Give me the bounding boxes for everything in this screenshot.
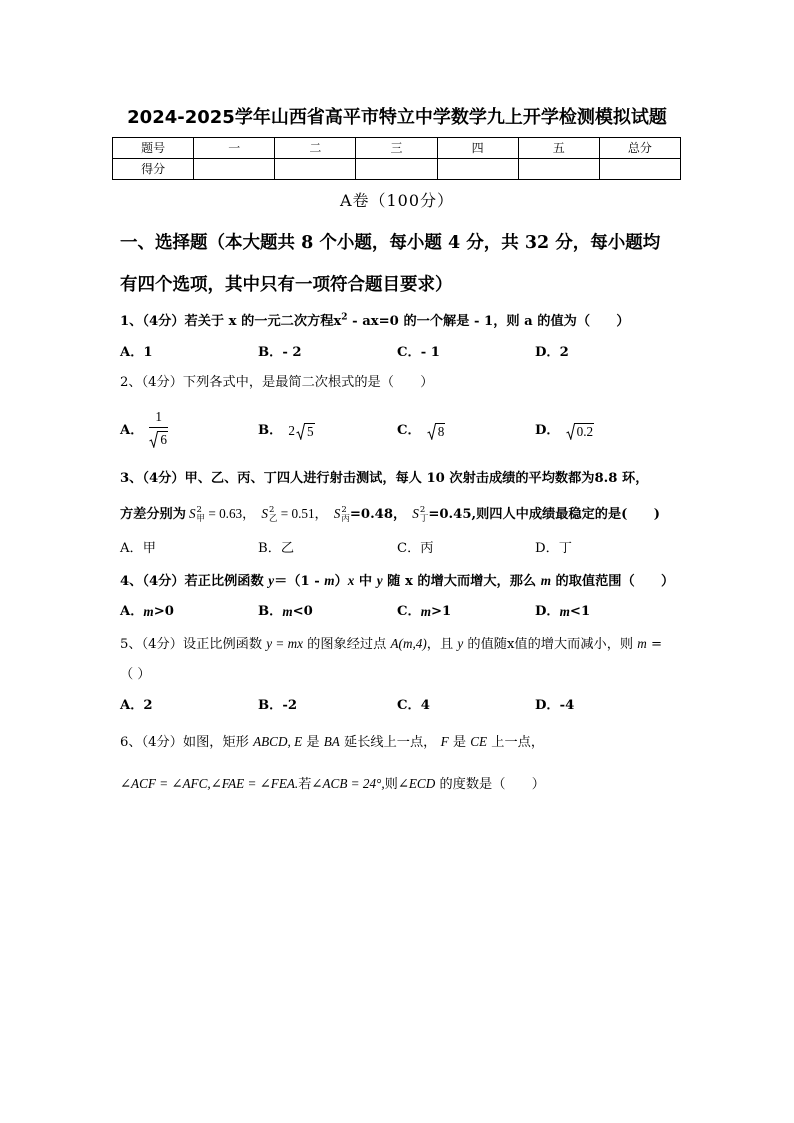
question-1-stem-text: 1、（4分）若关于 x 的一元二次方程: [120, 314, 334, 329]
option-label: C．: [397, 604, 421, 619]
question-6-text: 是: [302, 735, 324, 750]
question-5-stem: [120, 635, 662, 654]
score-table-score-row: [113, 159, 681, 180]
score-table: [112, 137, 681, 180]
question-4-options: [0, 603, 794, 621]
option-label: B．: [258, 345, 283, 360]
option-variable: m: [282, 604, 293, 619]
score-header-cell: 题号: [113, 138, 194, 159]
question-1-options: [0, 344, 794, 362]
math-variable: m: [324, 573, 335, 588]
math-variable: x: [347, 573, 355, 588]
option-text: 丁: [558, 541, 572, 556]
score-header-cell: 四: [437, 138, 518, 159]
question-3-text: 则四人中成绩最稳定的是( ): [476, 507, 661, 522]
option-label: D．: [535, 345, 560, 360]
option-a: [120, 344, 153, 362]
question-3-stem-line-2: [120, 503, 660, 526]
score-header-cell: 二: [275, 138, 356, 159]
option-c: [397, 540, 433, 558]
variance-indices: [341, 506, 350, 524]
radical-sign-icon: [566, 423, 575, 440]
square-root: [427, 423, 446, 440]
question-4-text: 中: [354, 574, 377, 589]
option-d: [535, 408, 594, 454]
question-5-text: ，且: [426, 637, 458, 652]
radicand: 5: [306, 423, 314, 439]
variance-symbol: S: [188, 506, 196, 521]
square-root: [566, 423, 594, 440]
option-label: B．: [258, 604, 283, 619]
math-expression: BA: [323, 734, 340, 749]
document-title: 2024-2025学年山西省高平市特立中学数学九上开学检测模拟试题: [127, 107, 667, 128]
variance-superscript: 2: [268, 504, 275, 515]
option-text: 2: [143, 698, 153, 713]
question-5-text: =: [646, 637, 663, 652]
question-6-stem-line-2: [120, 775, 545, 794]
math-expression: CE: [470, 734, 488, 749]
square-root: [149, 431, 168, 448]
option-text: 1: [143, 345, 153, 360]
option-c: [397, 697, 430, 715]
variance-subscript: 丁: [419, 513, 429, 524]
question-6-text: 则: [384, 777, 398, 792]
radical-sign-icon: [149, 431, 158, 448]
score-row-label: 得分: [113, 159, 194, 180]
option-c: [397, 344, 440, 362]
option-variable: m: [559, 604, 570, 619]
variance-superscript: 2: [419, 504, 426, 515]
variance-value: =0.45,: [428, 507, 477, 522]
variance-symbol: S: [261, 506, 268, 521]
question-4-text: 的取值范围（ ）: [550, 574, 675, 589]
option-label: D．: [535, 698, 560, 713]
option-label: D．: [535, 541, 559, 556]
option-label: A．: [120, 345, 144, 360]
option-label: B．: [258, 698, 283, 713]
option-a: [120, 603, 174, 621]
math-variable: m: [637, 636, 647, 651]
fraction-denominator: [149, 428, 168, 454]
question-6-text: 6、（4分）如图，矩形: [120, 735, 254, 750]
variance-term: [412, 504, 429, 524]
option-d: [535, 697, 574, 715]
radical-sign-icon: [427, 423, 436, 440]
question-5-options: [0, 697, 794, 715]
option-a: [120, 408, 168, 454]
option-text: <1: [569, 604, 591, 619]
variance-subscript: 丙: [341, 513, 350, 524]
option-text: <0: [292, 604, 313, 619]
option-label: B．: [258, 541, 281, 556]
variance-subscript: 甲: [196, 513, 206, 524]
question-6-text: 是: [448, 735, 471, 750]
score-table-header-row: [113, 138, 681, 159]
option-label: C．: [397, 698, 421, 713]
math-expression: ∠ACB = 24°,: [311, 776, 385, 791]
section-heading-line-1: 一、选择题（本大题共 8 个小题，每小题 4 分，共 32 分，每小题均: [120, 233, 661, 253]
score-blank-cell: [275, 159, 356, 180]
coefficient: 2: [288, 423, 295, 438]
math-variable: F: [440, 734, 449, 749]
question-4-text: ）: [334, 574, 348, 589]
score-header-cell: 总分: [599, 138, 680, 159]
option-text: - 2: [282, 345, 302, 360]
section-heading-line-2: 有四个选项，其中只有一项符合题目要求）: [120, 275, 453, 295]
option-variable: m: [420, 604, 431, 619]
option-b: [258, 408, 315, 454]
option-label: D．: [535, 604, 560, 619]
question-5-text: 5、（4分）设正比例函数: [120, 637, 267, 652]
option-text: 乙: [280, 541, 295, 556]
option-label: A．: [120, 541, 143, 556]
option-b: [258, 697, 297, 715]
question-1-stem: [120, 313, 630, 331]
math-expression: ∠ECD: [397, 776, 436, 791]
score-blank-cell: [356, 159, 437, 180]
volume-label: A卷（100分）: [339, 191, 455, 210]
question-4-text: 4、（4分）若正比例函数: [120, 574, 269, 589]
math-variable: y: [268, 573, 275, 588]
score-blank-cell: [518, 159, 599, 180]
equation-base: x: [333, 314, 342, 329]
option-label: C．: [397, 345, 421, 360]
variance-value: = 0.63，: [205, 506, 256, 521]
math-variable: m: [540, 573, 551, 588]
math-variable: y: [457, 636, 464, 651]
option-d: [535, 603, 590, 621]
question-2-stem: 2、（4分）下列各式中，是最简二次根式的是（ ）: [120, 375, 434, 390]
option-a: [120, 540, 156, 558]
question-5-text: 的值随x值的增大而减小，则: [463, 637, 638, 652]
variance-symbol: S: [412, 506, 419, 521]
variance-term: [188, 504, 206, 524]
variance-symbol: S: [333, 506, 341, 521]
option-text: 丙: [420, 541, 434, 556]
option-variable: m: [143, 604, 154, 619]
variance-term: [261, 504, 278, 524]
option-b: [258, 540, 294, 558]
option-text: >1: [430, 604, 452, 619]
score-header-cell: 一: [194, 138, 275, 159]
math-expression: A(m,4): [390, 636, 427, 651]
score-header-cell: 三: [356, 138, 437, 159]
option-d: [535, 540, 572, 558]
radicand: 0.2: [576, 423, 594, 439]
variance-indices: [197, 506, 206, 524]
math-expression: ∠ACF = ∠AFC,∠FAE = ∠FEA.: [120, 776, 299, 791]
option-text: >0: [153, 604, 174, 619]
square-root: [296, 423, 315, 440]
question-6-text: 若: [298, 777, 312, 792]
question-4-text: 随 x 的增大而增大，那么: [382, 574, 541, 589]
question-3-stem-line-1: 3、（4分）甲、乙、丙、丁四人进行射击测试，每人 10 次射击成绩的平均数都为8.8 环，: [120, 471, 649, 486]
option-text: - 1: [420, 345, 440, 360]
radical-sign-icon: [296, 423, 305, 440]
option-label: D．: [535, 423, 560, 438]
question-4-text: ＝（1 -: [274, 574, 325, 589]
fraction: [149, 408, 168, 454]
option-c: [397, 408, 445, 454]
score-blank-cell: [194, 159, 275, 180]
question-6-text: 延长线上一点，: [339, 735, 441, 750]
math-expression: ABCD, E: [253, 734, 303, 749]
variance-superscript: 2: [341, 504, 347, 515]
option-d: [535, 344, 569, 362]
math-variable: y: [376, 573, 383, 588]
question-5-text: 的图象经过点: [302, 637, 391, 652]
question-6-text: 上一点，: [487, 735, 545, 750]
option-c: [397, 603, 451, 621]
option-text: 甲: [142, 541, 156, 556]
option-text: 4: [420, 698, 430, 713]
question-5-answer-blank: （ ）: [120, 667, 151, 682]
option-b: [258, 344, 302, 362]
question-6-text: 的度数是（ ）: [435, 777, 545, 792]
question-3-text: 方差分别为: [120, 507, 186, 522]
score-blank-cell: [437, 159, 518, 180]
option-label: A．: [120, 423, 144, 438]
equation-exponent: 2: [341, 312, 348, 323]
score-header-cell: 五: [518, 138, 599, 159]
fraction-numerator: 1: [149, 408, 168, 428]
question-6-stem-line-1: [120, 733, 544, 752]
radicand: 8: [437, 423, 445, 439]
option-b: [258, 603, 313, 621]
score-blank-cell: [599, 159, 680, 180]
option-label: C．: [397, 541, 421, 556]
variance-subscript: 乙: [268, 513, 278, 524]
option-a: [120, 697, 153, 715]
variance-term: [333, 504, 350, 524]
variance-value: =0.48，: [349, 507, 407, 522]
option-text: -2: [282, 698, 297, 713]
option-label: B．: [258, 423, 283, 438]
math-expression: y = mx: [266, 636, 303, 651]
variance-superscript: 2: [196, 504, 202, 515]
question-4-stem: [120, 572, 674, 591]
option-label: C．: [397, 423, 421, 438]
option-text: 2: [559, 345, 569, 360]
option-label: A．: [120, 698, 144, 713]
option-label: A．: [120, 604, 144, 619]
question-2-options: [0, 408, 794, 454]
radicand: 6: [160, 432, 168, 447]
question-3-options: [0, 540, 794, 558]
variance-value: = 0.51，: [277, 506, 328, 521]
question-1-stem-text: - ax=0 的一个解是 - 1，则 a 的值为（ ）: [347, 314, 630, 329]
option-text: -4: [559, 698, 575, 713]
